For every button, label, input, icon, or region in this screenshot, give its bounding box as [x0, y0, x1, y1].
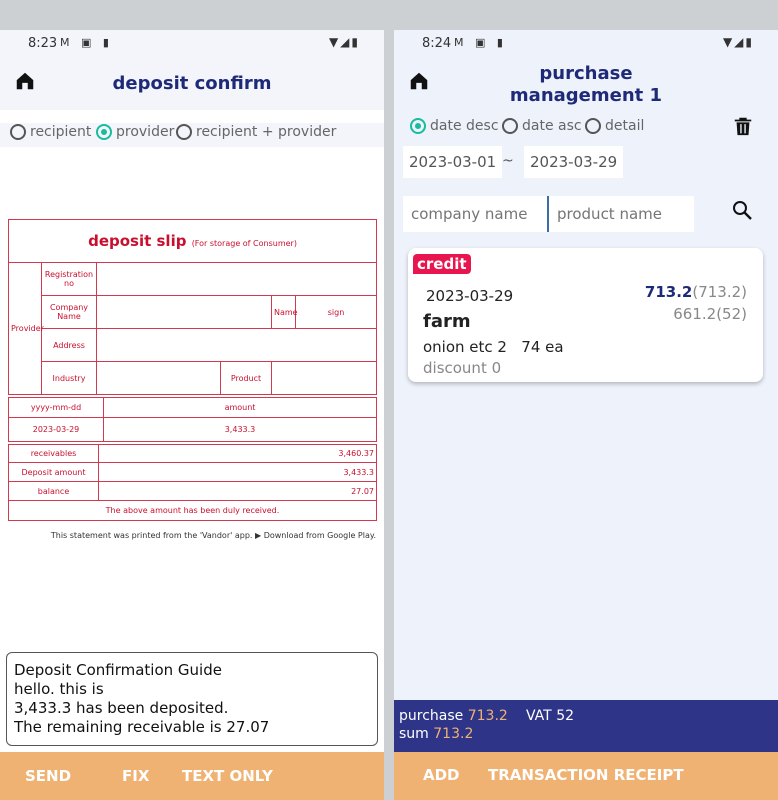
radio-recipient[interactable]: recipient: [10, 124, 91, 140]
radio-date-asc[interactable]: date asc: [502, 118, 582, 134]
date-separator: ~: [502, 153, 514, 169]
page-title: purchase management 1: [509, 63, 663, 106]
page-title: deposit confirm: [112, 73, 272, 94]
sum-summary: sum 713.2: [399, 726, 474, 742]
record-items: onion etc 2 74 ea: [423, 338, 564, 356]
status-bar: [0, 30, 384, 56]
provider-label: Provider: [9, 263, 42, 395]
date-header: yyyy-mm-dd: [9, 398, 104, 418]
amount-value: 3,433.3: [104, 418, 377, 442]
radio-detail[interactable]: detail: [585, 118, 644, 134]
fix-button[interactable]: FIX: [122, 767, 150, 785]
system-icons: ▼◢▮: [722, 35, 754, 49]
transaction-receipt-button[interactable]: TRANSACTION RECEIPT: [488, 766, 684, 784]
status-time: 8:24: [422, 36, 452, 51]
system-icons: ▼◢▮: [328, 35, 360, 49]
app-bar: [0, 56, 384, 110]
purchase-record-card[interactable]: [408, 248, 763, 382]
slip-title: deposit slip (For storage of Consumer): [9, 220, 377, 263]
search-icon[interactable]: [730, 198, 754, 222]
balance-label: balance: [9, 482, 99, 501]
company-label: Company Name: [42, 296, 97, 329]
app-bar: [394, 56, 778, 110]
date-value: 2023-03-29: [9, 418, 104, 442]
date-to-field[interactable]: 2023-03-29: [524, 146, 623, 178]
record-discount: discount 0: [423, 359, 502, 377]
add-button[interactable]: ADD: [423, 766, 460, 784]
sign-label: sign: [296, 296, 377, 329]
summary-bar: [394, 700, 778, 752]
recipient-radio-group: [0, 123, 384, 147]
industry-label: Industry: [42, 362, 97, 395]
radio-recipient-provider[interactable]: recipient + provider: [176, 124, 336, 140]
text-only-button[interactable]: TEXT ONLY: [182, 767, 273, 785]
name-label: Name: [272, 296, 296, 329]
purchase-summary: purchase 713.2: [399, 708, 508, 724]
record-sub-amount: 661.2(52): [673, 305, 747, 323]
date-from-field[interactable]: 2023-03-01: [403, 146, 502, 178]
address-label: Address: [42, 329, 97, 362]
bottom-action-bar: [394, 752, 778, 800]
vat-summary: VAT 52: [526, 708, 575, 724]
product-label: Product: [221, 362, 272, 395]
amount-header: amount: [104, 398, 377, 418]
company-name-input[interactable]: [403, 196, 547, 232]
balance-value: 27.07: [99, 482, 377, 501]
status-time: 8:23: [28, 36, 58, 51]
deposit-confirm-screen: [0, 30, 384, 800]
send-button[interactable]: SEND: [25, 767, 72, 785]
guide-text-area[interactable]: Deposit Confirmation Guide hello. this is 3,433.3 has been deposited. The remaining receivable is 27.07: [6, 652, 378, 746]
status-bar: [394, 30, 778, 56]
received-note: The above amount has been duly received.: [9, 501, 377, 521]
notification-icons: M ▣ ▮: [454, 36, 507, 49]
printed-note: This statement was printed from the 'Vandor' app. ▶ Download from Google Play.: [50, 531, 376, 540]
receivables-value: 3,460.37: [99, 445, 377, 463]
deposit-amount-label: Deposit amount: [9, 463, 99, 482]
receivables-label: receivables: [9, 445, 99, 463]
purchase-management-screen: [394, 30, 778, 800]
deposit-slip: [8, 219, 376, 540]
record-company: farm: [423, 311, 471, 332]
radio-provider[interactable]: provider: [96, 124, 174, 140]
record-date: 2023-03-29: [426, 287, 514, 305]
record-amount: 713.2(713.2): [644, 283, 747, 301]
bottom-action-bar: [0, 752, 384, 800]
notification-icons: M ▣ ▮: [60, 36, 113, 49]
deposit-amount-value: 3,433.3: [99, 463, 377, 482]
radio-date-desc[interactable]: date desc: [410, 118, 499, 134]
sort-radio-group: [394, 118, 778, 140]
trash-icon[interactable]: [732, 114, 754, 138]
credit-badge: credit: [413, 254, 471, 274]
registration-label: Registration no: [42, 263, 97, 296]
product-name-input[interactable]: [549, 196, 694, 232]
